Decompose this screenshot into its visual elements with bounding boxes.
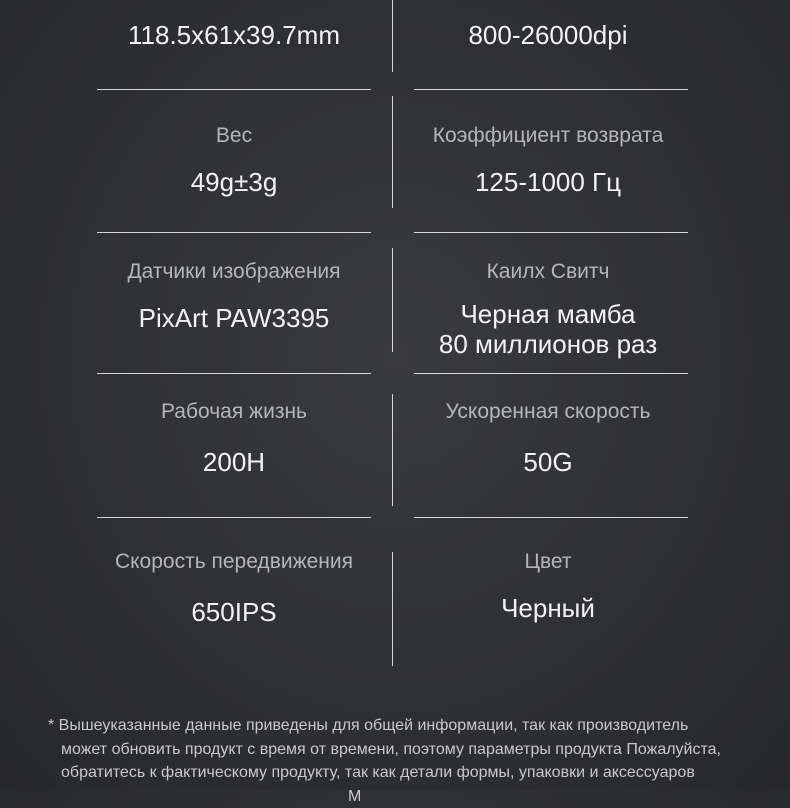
spec-switch	[398, 248, 698, 352]
spec-polling-rate-value: 125-1000 Гц	[398, 166, 698, 198]
footnote	[48, 714, 768, 808]
footnote-line-2: может обновить продукт с время от времени, поэтому параметры продукта Пожалуйста,	[48, 738, 768, 762]
spec-lifetime	[84, 394, 384, 506]
footnote-line-4: М	[48, 785, 768, 808]
spec-weight-label: Вес	[84, 122, 384, 150]
spec-switch-value-line2: 80 миллионов раз	[398, 328, 698, 360]
column-divider-1	[392, 0, 393, 72]
row-divider-left-1	[97, 89, 371, 90]
spec-polling-rate-label: Коэффициент возврата	[398, 122, 698, 150]
spec-switch-label: Каилх Свитч	[398, 258, 698, 286]
footnote-line-1: * Вышеуказанные данные приведены для общей информации, так как производитель	[48, 714, 768, 738]
row-divider-right-4	[414, 517, 688, 518]
spec-dpi-value: 800-26000dpi	[398, 19, 698, 51]
spec-acceleration	[398, 394, 698, 506]
column-divider-3	[392, 248, 393, 352]
spec-polling-rate	[398, 96, 698, 208]
spec-weight	[84, 96, 384, 208]
spec-dimensions-value: 118.5x61x39.7mm	[84, 19, 384, 51]
column-divider-5	[392, 552, 393, 666]
spec-acceleration-value: 50G	[398, 446, 698, 478]
spec-color-label: Цвет	[398, 548, 698, 576]
spec-sensor-label: Датчики изображения	[84, 258, 384, 286]
row-divider-left-4	[97, 517, 371, 518]
row-divider-left-2	[97, 232, 371, 233]
spec-lifetime-value: 200H	[84, 446, 384, 478]
spec-tracking-speed	[84, 548, 384, 662]
column-divider-2	[392, 96, 393, 208]
row-divider-left-3	[97, 373, 371, 374]
spec-acceleration-label: Ускоренная скорость	[398, 398, 698, 426]
spec-lifetime-label: Рабочая жизнь	[84, 398, 384, 426]
spec-weight-value: 49g±3g	[84, 166, 384, 198]
row-divider-right-2	[414, 232, 688, 233]
row-divider-right-1	[414, 89, 688, 90]
spec-sensor	[84, 248, 384, 352]
spec-tracking-speed-label: Скорость передвижения	[84, 548, 384, 576]
column-divider-4	[392, 394, 393, 506]
spec-dpi	[398, 0, 698, 72]
spec-switch-value-line1: Черная мамба	[398, 298, 698, 330]
spec-sensor-value: PixArt PAW3395	[84, 302, 384, 334]
footnote-line-3: обратитесь к фактическому продукту, так как детали формы, упаковки и аксессуаров	[48, 761, 768, 785]
spec-tracking-speed-value: 650IPS	[84, 596, 384, 628]
row-divider-right-3	[414, 373, 688, 374]
spec-dimensions	[84, 0, 384, 72]
spec-color-value: Черный	[398, 592, 698, 624]
spec-color	[398, 548, 698, 662]
